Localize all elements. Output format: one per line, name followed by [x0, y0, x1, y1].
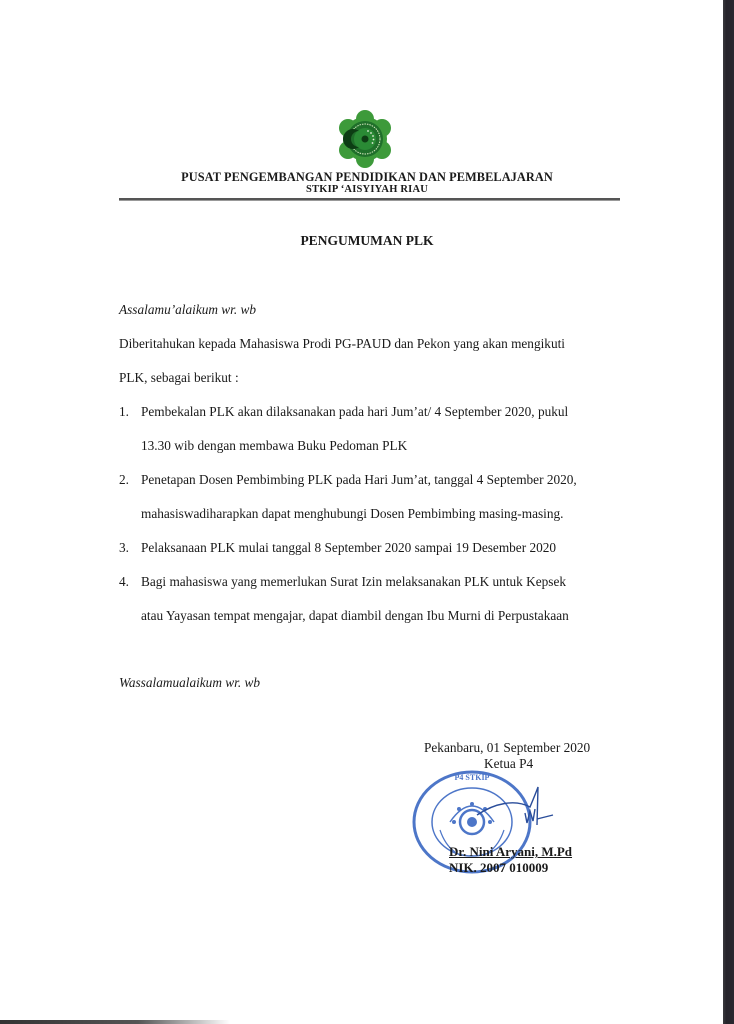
list-item-1-line-1: Pembekalan PLK akan dilaksanakan pada hari Jum’at/ 4 September 2020, pukul — [141, 404, 569, 419]
scan-edge-right — [723, 0, 734, 1024]
list-item-1-line-2: 13.30 wib dengan membawa Buku Pedoman PLK — [141, 438, 408, 453]
letterhead-divider — [119, 198, 620, 201]
signatory-nik: NIK. 2007 010009 — [449, 860, 549, 875]
signatory-name: Dr. Nini Aryani, M.Pd — [449, 844, 573, 859]
signature-role: Ketua P4 — [484, 756, 534, 771]
signature-place-date: Pekanbaru, 01 September 2020 — [424, 740, 591, 755]
institution-subname: STKIP ‘AISYIYAH RIAU — [305, 184, 429, 195]
svg-text:P4 STKIP: P4 STKIP — [454, 773, 490, 782]
list-item-2-line-1: Penetapan Dosen Pembimbing PLK pada Hari Jum’at, tanggal 4 September 2020, — [141, 472, 577, 487]
list-item-2-line-2: mahasiswadiharapkan dapat menghubungi Dosen Pembimbing masing-masing. — [141, 506, 564, 521]
list-item-4-line-2: atau Yayasan tempat mengajar, dapat diambil dengan Ibu Murni di Perpustakaan — [141, 608, 569, 623]
closing: Wassalamualaikum wr. wb — [119, 675, 260, 690]
document-title: PENGUMUMAN PLK — [300, 233, 434, 248]
list-item-number: 4. — [119, 574, 129, 589]
intro-line-1: Diberitahukan kepada Mahasiswa Prodi PG-PAUD dan Pekon yang akan mengikuti — [119, 336, 565, 351]
institution-name: PUSAT PENGEMBANGAN PENDIDIKAN DAN PEMBELAJARAN — [181, 170, 553, 184]
list-item-number: 3. — [119, 540, 129, 555]
university-seal-icon — [334, 109, 396, 169]
list-item-number: 1. — [119, 404, 129, 419]
greeting: Assalamu’alaikum wr. wb — [119, 302, 257, 317]
list-item-number: 2. — [119, 472, 129, 487]
intro-line-2: PLK, sebagai berikut : — [119, 370, 239, 385]
scan-edge-bottom — [0, 1020, 230, 1024]
signature-scribble-icon — [475, 785, 555, 835]
list-item-3-line-1: Pelaksanaan PLK mulai tanggal 8 September 2020 sampai 19 Desember 2020 — [141, 540, 557, 555]
list-item-4-line-1: Bagi mahasiswa yang memerlukan Surat Izin melaksanakan PLK untuk Kepsek — [141, 574, 567, 589]
